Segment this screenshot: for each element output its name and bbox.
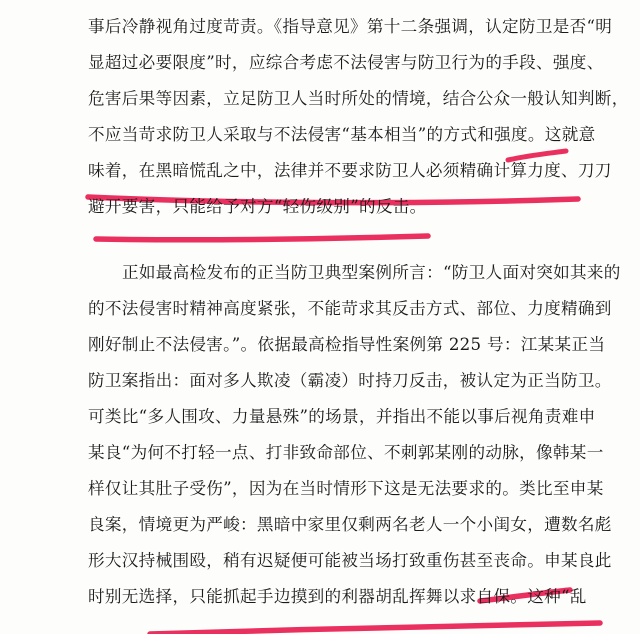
text-line: 形大汉持械围殴，稍有迟疑便可能被当场打致重伤甚至丧命。申某良此 (88, 551, 612, 570)
text-line: 避开要害，只能给予对方“轻伤级别”的反击。 (88, 197, 427, 216)
paragraph-2 (88, 255, 621, 615)
text-line: 时别无选择，只能抓起手边摸到的利器胡乱挥舞以求自保。这种“乱 (88, 587, 587, 606)
text-line: 某良“为何不打轻一点、打非致命部位、不刺郭某刚的动脉，像韩某一 (88, 443, 604, 462)
text-line: 显超过必要限度”时，应综合考虑不法侵害与防卫行为的手段、强度、 (88, 53, 604, 72)
text-line: 样仅让其肚子受伤”，因为在当时情形下这是无法要求的。类比至申某 (88, 479, 604, 498)
text-line: 刚好制止不法侵害。”。依据最高检指导性案例第 225 号：江某某正当 (88, 335, 606, 354)
highlight-stroke-3 (96, 236, 428, 240)
text-line: 不应当苛求防卫人采取与不法侵害“基本相当”的方式和强度。这就意 (88, 125, 596, 144)
paragraph-1 (88, 9, 629, 225)
text-line: 的不法侵害时精神高度紧张，不能苛求其反击方式、部位、力度精确到 (88, 299, 612, 318)
text-line: 味着，在黑暗慌乱之中，法律并不要求防卫人必须精确计算力度、刀刀 (88, 161, 612, 180)
text-line: 良案，情境更为严峻：黑暗中家里仅剩两名老人一个小闺女，遭数名彪 (88, 515, 612, 534)
text-line: 正如最高检发布的正当防卫典型案例所言：“防卫人面对突如其来的 (122, 263, 621, 282)
text-line: 危害后果等因素，立足防卫人当时所处的情境，结合公众一般认知判断， (88, 89, 629, 108)
text-line: 事后冷静视角过度苛责。《指导意见》第十二条强调，认定防卫是否“明 (88, 17, 613, 36)
text-line: 可类比“多人围攻、力量悬殊”的场景，并指出不能以事后视角责难申 (88, 407, 596, 426)
text-line: 防卫案指出：面对多人欺凌（霸凌）时持刀反击，被认定为正当防卫。 (88, 371, 612, 390)
highlight-stroke-5 (150, 623, 600, 634)
